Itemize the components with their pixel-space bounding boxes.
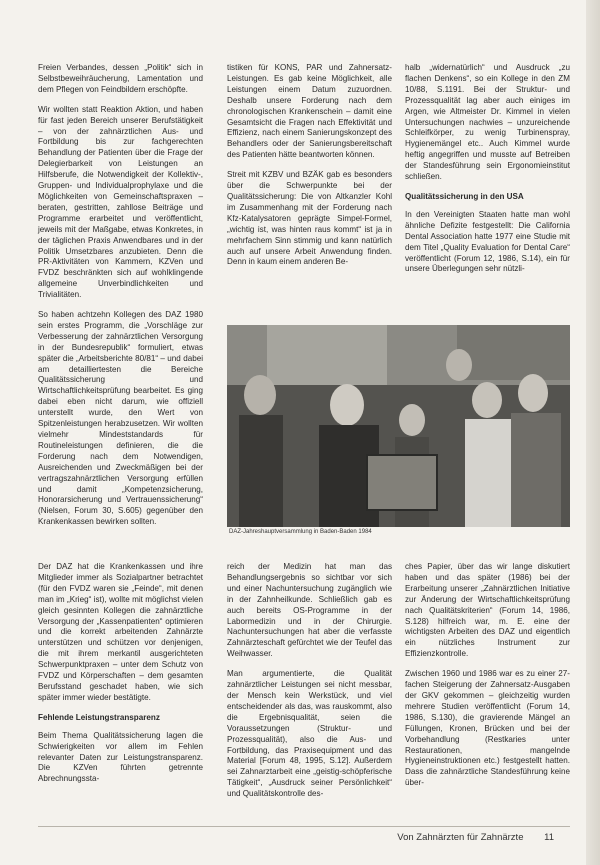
paragraph: Der DAZ hat die Krankenkassen und ihre Mitglieder immer als Sozialpartner betrachtet (für den FVDZ waren sie „Feinde“, mit denen man im „Krieg“ ist), wollte mit möglichst vielen gleich gesinnten Kollegen die zahnärztliche Versorgung der „Kassenpatienten“ optimieren und die korrekt arbeitenden Zahnärzte unterstützen und schützen vor denjenigen, die mit ihrem merkantil ausgerichteten Schwerpunktpraxen – unter dem Schutz von FVDZ und Körperschaften – dem gesamten Berufsstand geschadet haben, wie sich später immer wieder bestätigte.: [38, 562, 203, 702]
paragraph: Streit mit KZBV und BZÄK gab es besonders über die Schwerpunkte bei der Qualitätssicherung: Die von Altkanzler Kohl im Zusammenhang mit der Forderung nach Kfz-Katalysatoren geprägte Simpel-Formel, „wichtig ist, was hinten raus kommt“ ist ja in mehrfachem Sinn stimmig und kann natürlich auch auf unsere Arbeit Anwendung finden. Denn in kaum einem anderen Be-: [227, 170, 392, 267]
paragraph: Man argumentierte, die Qualität zahnärztlicher Leistungen sei nicht messbar, der Mensch kein Werkstück, und viel entscheidender als das, was rauskommt, also die Ergebnisqualität, seien die Voraussetzungen (Struktur- und Prozessqualität), also die Aus- und Fortbildung, das Praxisequipment und das Material [Forum 48, 1995, S.12]. Außerdem sei Zahnarztarbeit eine „geistig-schöpferische Tätigkeit“, „Ausdruck seiner Persönlichkeit“ und Qualitätskontrolle des-: [227, 669, 392, 799]
column-3-bottom: [405, 562, 570, 798]
column-1-top: [38, 63, 203, 537]
paragraph: So haben achtzehn Kollegen des DAZ 1980 sein erstes Programm, die „Vorschläge zur Verbesserung der zahnärztlichen Versorgung in der Bundesrepublik“ formuliert, etwas später die „Arbeitsberichte 80/81“ – und dabei am detailliertesten die Bereiche Qualitätssicherung und Wirtschaftlichkeitsprüfung bearbeitet. Es ging dabei eben nicht darum, wie offiziell unterstellt wurde, den Wert von Spitzenleistungen herabzusetzen. Wir wollten vielmehr Mindeststandards für Routineleistungen definieren, die die Forderung nach dem Notwendigen, Ausreichenden und Zweckmäßigen bei der vertragszahnärztlichen Versorgung erfüllen und damit „Kompetenzsicherung, Honorarsicherung und Vertrauenssicherung“ (Nielsen, Forum 30, S.605) gegenüber den Krankenkassen bewirken sollten.: [38, 310, 203, 527]
photo-illustration: [227, 325, 570, 527]
column-2-top: [227, 63, 392, 277]
page-edge: [586, 0, 600, 865]
group-photo: [227, 325, 570, 527]
column-1-bottom: [38, 562, 203, 794]
paragraph: Beim Thema Qualitätssicherung lagen die Schwierigkeiten vor allem im Fehlen relevanter Daten zur Leistungstransparenz. Die KZVen führten getrennte Abrechnungssta-: [38, 730, 203, 784]
paragraph: Freien Verbandes, dessen „Politik“ sich in Selbstbeweihräucherung, Lamentation und dem Pflegen von Feindbildern erschöpfte.: [38, 63, 203, 94]
paragraph: tistiken für KONS, PAR und Zahnersatz-Leistungen. Es gab keine Möglichkeit, alle Leistungen einem Datum zuzuordnen. Deshalb unsere Forderung nach dem chronologischen Krankenschein – damit eine Gesamtsicht die Fragen nach Effektivität und Effizienz, nach einem Sanierungskonzept des Behandlers oder der Sanierungsbereitschaft des Patienten hätte beantworten können.: [227, 63, 392, 160]
photo-caption: DAZ-Jahreshauptversammlung in Baden-Baden 1984: [229, 529, 372, 535]
paragraph: In den Vereinigten Staaten hatte man wohl ähnliche Defizite festgestellt: Die California Dental Association hatte 1977 eine Studie mit dem Titel „Quality Evaluation for Dental Care“ veröffentlicht (Forum 12, 1986, S.14), ein für unsere Überlegungen sehr nützli-: [405, 209, 570, 274]
paragraph: halb „widernatürlich“ und Ausdruck „zu flachen Denkens“, so ein Kollege in den ZM 10/88, S.1191. Bei der Struktur- und Prozessqualität lag aber auch einiges im Argen, wie Altmeister Dr. Kimmel in vielen Untersuchungen nachwies – unzureichende Schleifkörper, zu wenig Turbinenspray, Hygienemängel etc.. Auch Kimmel wurde heftig angegriffen und musste auf Betreiben der Standesführung sein Ergonomieinstitut schließen.: [405, 63, 570, 182]
column-3-top: [405, 63, 570, 284]
paragraph: reich der Medizin hat man das Behandlungsergebnis so sichtbar vor sich und einer Nachuntersuchung zugänglich wie in der Zahnheilkunde. Schließlich gab es auch bereits OS-Programme in der Labormedizin und in der Chirurgie. Nachuntersuchungen hat aber die verfasste Zahnärzteschaft gefürchtet wie der Teufel das Weihwasser.: [227, 562, 392, 659]
paragraph: ches Papier, über das wir lange diskutiert haben und das später (1986) bei der Erarbeitung unserer „Zahnärztlichen Initiative zur Änderung der Wirtschaftlichkeitsprüfung nach Qualitätskriterien“ (Forum 14, 1986, S.128) hilfreich war, m. E. eine der wichtigsten Arbeiten des DAZ und eigentlich ein nützliches Instrument zur Effizienzkontrolle.: [405, 562, 570, 659]
page-number: 11: [544, 832, 554, 843]
footer-divider: [38, 826, 570, 827]
footer-title: Von Zahnärzten für Zahnärzte: [397, 832, 524, 843]
paragraph: Zwischen 1960 und 1986 war es zu einer 27-fachen Steigerung der Zahnersatz-Ausgaben der GKV gekommen – gleichzeitig wurden mehrere Studien veröffentlicht (Forum 14, 1986, S.130), die gravierende Mängel an Füllungen, Kronen, Brücken und bei der Vorbehandlung (Restkaries unter Restaurationen, mangelnde Hygieneinstruktionen etc.) festgestellt hatten. Dass die zahnärztliche Standesführung keine über-: [405, 669, 570, 788]
section-heading: Qualitätssicherung in den USA: [405, 191, 524, 201]
paragraph: Wir wollten statt Reaktion Aktion, und haben für fast jeden Bereich unserer Berufstätigkeit – von der zahnärztlichen Aus- und Fortbildung bis zur fachgerechten Behandlung der Patienten über die Frage der Delegierbarkeit von Leistungen an Hilfsberufe, die Notwendigkeit der Kollektiv-, Gruppen- und Individualprophylaxe und die Möglichkeiten von Gemeinschaftspraxen – beraten, gestritten, zahllose Beiträge und Programme erarbeitet und veröffentlicht, jeweils mit der Maßgabe, etwas Konkretes, in der täglichen Praxis Anwendbares und in der Politik Umsetzbares anzubieten. Denn die PR-Aktivitäten von Kammern, KZVen und FVDZ beschränkten sich auf wohlklingende allgemeine Unverbindlichkeiten und Trivialitäten.: [38, 104, 203, 300]
page-footer: [397, 832, 554, 843]
section-heading: Fehlende Leistungstransparenz: [38, 712, 160, 722]
column-2-bottom: [227, 562, 392, 809]
